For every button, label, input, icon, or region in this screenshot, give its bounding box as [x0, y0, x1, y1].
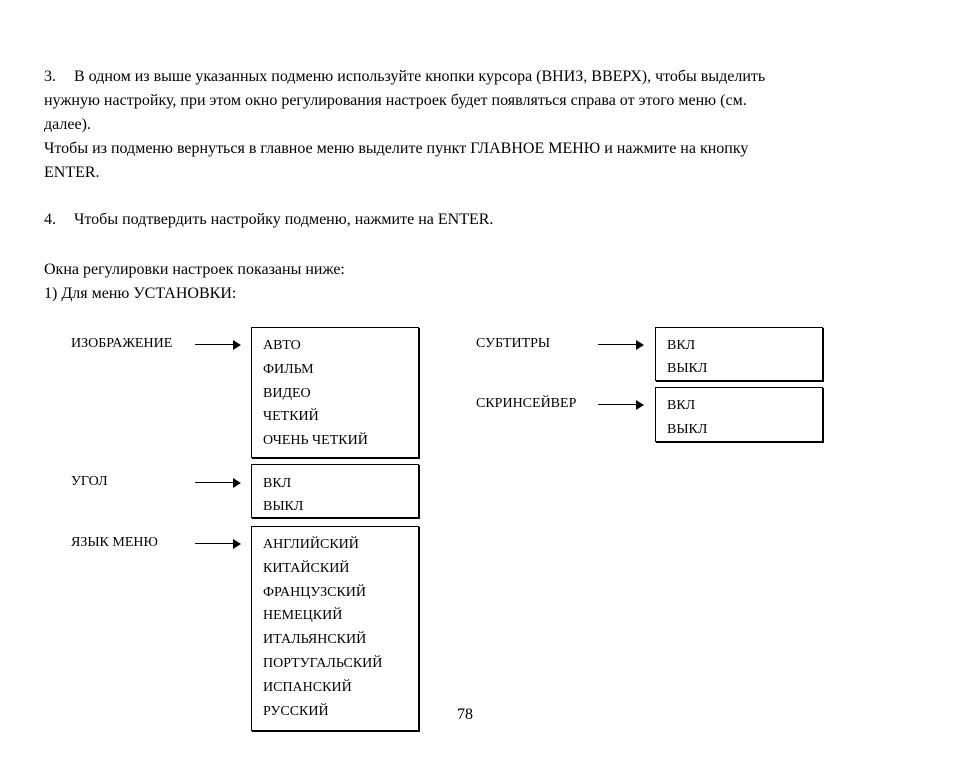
option-item[interactable]: ВЫКЛ	[667, 361, 708, 376]
arrow-right-icon	[195, 340, 241, 350]
step3-line1	[44, 65, 765, 89]
menu-label-language: ЯЗЫК МЕНЮ	[71, 535, 158, 550]
option-item[interactable]: РУССКИЙ	[263, 704, 329, 719]
image-options-box	[251, 327, 419, 458]
option-item[interactable]: ВЫКЛ	[667, 422, 708, 437]
option-item[interactable]: АВТО	[263, 338, 301, 353]
option-item[interactable]: ВКЛ	[667, 398, 696, 413]
arrow-right-icon	[195, 478, 241, 488]
setup-menu-heading: 1) Для меню УСТАНОВКИ:	[44, 285, 237, 302]
step4-number: 4.	[44, 211, 56, 228]
option-item[interactable]: ВКЛ	[263, 476, 292, 491]
step4-text: Чтобы подтвердить настройку подменю, нажмите на ENTER.	[74, 211, 494, 228]
step3-number: 3.	[44, 68, 56, 85]
option-item[interactable]: ЧЕТКИЙ	[263, 409, 319, 424]
option-item[interactable]: ВИДЕО	[263, 386, 311, 401]
option-item[interactable]: ВКЛ	[667, 338, 696, 353]
option-item[interactable]: НЕМЕЦКИЙ	[263, 608, 343, 623]
menu-label-image: ИЗОБРАЖЕНИЕ	[71, 336, 173, 351]
option-item[interactable]: ФИЛЬМ	[263, 362, 314, 377]
step3-line5: ENTER.	[44, 164, 100, 181]
option-item[interactable]: ФРАНЦУЗСКИЙ	[263, 585, 367, 600]
option-item[interactable]: АНГЛИЙСКИЙ	[263, 537, 359, 552]
screensaver-options-box	[655, 387, 823, 442]
arrow-right-icon	[598, 340, 644, 350]
option-item[interactable]: ПОРТУГАЛЬСКИЙ	[263, 656, 383, 671]
menu-label-screensaver: СКРИНСЕЙВЕР	[476, 396, 577, 411]
page-number: 78	[457, 706, 473, 723]
step3-line1-text: В одном из выше указанных подменю используйте кнопки курсора (ВНИЗ, ВВЕРХ), чтобы выделить	[74, 68, 766, 85]
option-item[interactable]: ОЧЕНЬ ЧЕТКИЙ	[263, 433, 368, 448]
option-item[interactable]: ВЫКЛ	[263, 499, 304, 514]
windows-intro: Окна регулировки настроек показаны ниже:	[44, 261, 345, 278]
subtitles-options-box	[655, 327, 823, 381]
angle-options-box	[251, 464, 419, 518]
option-item[interactable]: ИТАЛЬЯНСКИЙ	[263, 632, 367, 647]
step4-line	[44, 208, 493, 232]
step3-line3: далее).	[44, 116, 91, 133]
arrow-right-icon	[598, 400, 644, 410]
option-item[interactable]: КИТАЙСКИЙ	[263, 561, 350, 576]
language-options-box	[251, 526, 419, 731]
menu-label-subtitles: СУБТИТРЫ	[476, 336, 551, 351]
menu-label-angle: УГОЛ	[71, 474, 108, 489]
arrow-right-icon	[195, 539, 241, 549]
step3-line4: Чтобы из подменю вернуться в главное меню выделите пункт ГЛАВНОЕ МЕНЮ и нажмите на кнопку	[44, 140, 749, 157]
step3-line2: нужную настройку, при этом окно регулирования настроек будет появляться справа от этого меню (см.	[44, 92, 747, 109]
option-item[interactable]: ИСПАНСКИЙ	[263, 680, 352, 695]
